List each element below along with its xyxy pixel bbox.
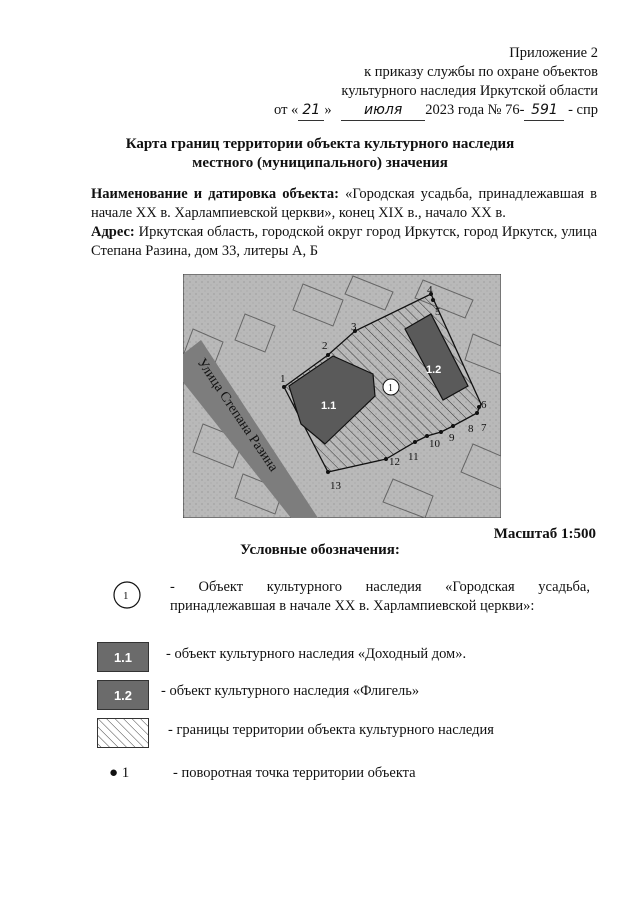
document-title — [0, 135, 640, 173]
point-label-2: 2 — [322, 340, 328, 352]
title-line-1: Карта границ территории объекта культурного наследия — [125, 136, 515, 152]
appendix-order-line: к приказу службы по охране объектов — [364, 64, 598, 80]
appendix-header — [274, 44, 598, 121]
appendix-date-line — [274, 101, 598, 121]
date-mid: » — [324, 102, 332, 118]
point-label-4: 4 — [427, 284, 433, 296]
title-line-2: местного (муниципального) значения — [192, 155, 448, 171]
legend-swatch-1-1-label: 1.1 — [113, 649, 133, 665]
legend-item-3-text: - объект культурного наследия «Флигель» — [161, 683, 420, 699]
appendix-title: Приложение 2 — [509, 45, 598, 61]
order-suffix: - спр — [568, 102, 598, 118]
object-description — [91, 185, 597, 261]
point-label-7: 7 — [481, 422, 487, 434]
date-day: 21 — [298, 101, 324, 121]
legend-point-symbol: ● 1 — [109, 765, 130, 781]
date-year: 2023 года № 76- — [425, 102, 525, 118]
address-label: Адрес: — [91, 224, 135, 240]
building-1-2-label: 1.2 — [426, 364, 442, 376]
point-label-6: 6 — [481, 399, 487, 411]
territory-marker-label: 1 — [388, 383, 393, 394]
legend-item-4-text: - границы территории объекта культурного наследия — [168, 722, 494, 738]
legend-swatch-1-2 — [97, 680, 149, 710]
legend-title: Условные обозначения: — [240, 542, 400, 558]
point-label-9: 9 — [449, 432, 455, 444]
point-label-12: 12 — [389, 456, 400, 468]
building-1-1-label: 1.1 — [321, 400, 337, 412]
street-label: Улица Степана Разина — [193, 355, 281, 475]
legend-hatch-swatch — [97, 718, 149, 748]
point-label-5: 5 — [435, 306, 441, 318]
legend-circle-symbol — [112, 580, 142, 610]
point-label-10: 10 — [429, 438, 440, 450]
name-value: «Городская усадьба, принадлежавшая в начале XX в. Харлампиевской церкви», конец XIX в., начало XX в. — [91, 186, 597, 221]
point-label-13: 13 — [330, 480, 341, 492]
point-label-11: 11 — [408, 451, 419, 463]
legend-swatch-1-2-label: 1.2 — [113, 687, 133, 703]
legend-item-2-text: - объект культурного наследия «Доходный дом». — [166, 646, 467, 662]
point-label-8: 8 — [468, 423, 474, 435]
appendix-service-line: культурного наследия Иркутской области — [341, 83, 598, 99]
legend-item-5-text: - поворотная точка территории объекта — [173, 765, 416, 781]
map-scale: Масштаб 1:500 — [493, 526, 596, 542]
legend-swatch-1-1 — [97, 642, 149, 672]
order-number: 591 — [524, 101, 564, 121]
date-month: июля — [341, 101, 425, 121]
date-prefix: от « — [274, 102, 299, 118]
legend-circle-label: 1 — [123, 590, 129, 602]
boundary-map — [183, 274, 501, 518]
legend-item-1-text: - Объект культурного наследия «Городская усадьба, принадлежавшая в начале XX в. Харлампиевской церкви»: — [170, 579, 590, 614]
point-label-3: 3 — [351, 321, 357, 333]
name-label: Наименование и датировка объекта: — [91, 186, 339, 202]
point-label-1: 1 — [280, 373, 286, 385]
address-value: Иркутская область, городской округ город Иркутск, город Иркутск, улица Степана Разина, дом 33, литеры А, Б — [91, 224, 598, 259]
